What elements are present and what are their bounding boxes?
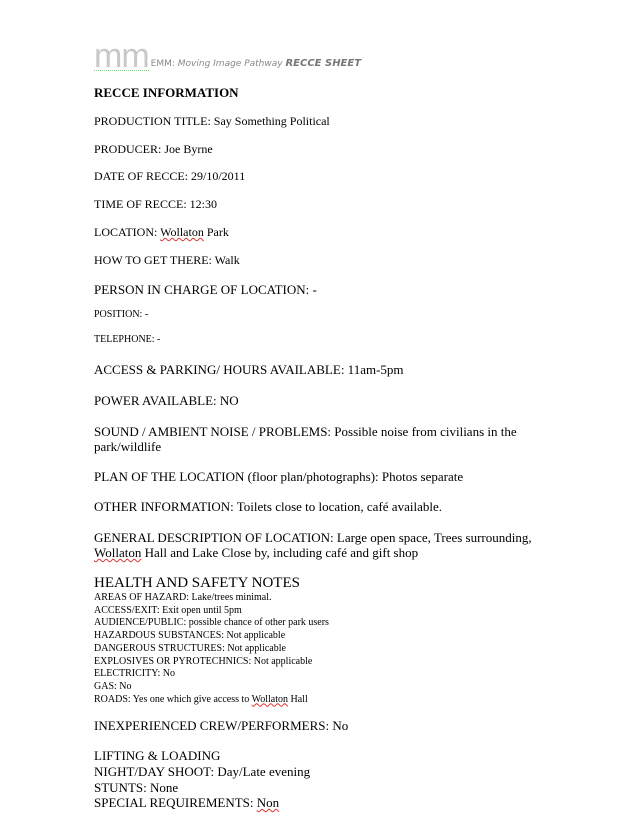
hs-item: ELECTRICITY: No bbox=[94, 668, 176, 680]
hs-item: ACCESS/EXIT: Exit open until 5pm bbox=[94, 604, 242, 616]
general-description-1: GENERAL DESCRIPTION OF LOCATION: Large open space, Trees surrounding, bbox=[94, 530, 532, 545]
hs-item: AREAS OF HAZARD: Lake/trees minimal. bbox=[94, 592, 272, 603]
header-title: RECCE SHEET bbox=[285, 58, 362, 69]
telephone: TELEPHONE: - bbox=[94, 334, 161, 345]
sound-line-1: SOUND / AMBIENT NOISE / PROBLEMS: Possible noise from civilians in the bbox=[94, 424, 517, 439]
health-safety-section bbox=[94, 575, 329, 706]
person-in-charge: PERSON IN CHARGE OF LOCATION: - bbox=[94, 282, 317, 297]
hs-item: EXPLOSIVES OR PYROTECHNICS: Not applicable bbox=[94, 655, 313, 667]
stunts: STUNTS: None bbox=[94, 780, 179, 795]
special-requirements: SPECIAL REQUIREMENTS: Non bbox=[94, 795, 280, 810]
location: LOCATION: Wollaton Park bbox=[94, 225, 229, 239]
logo: mm bbox=[94, 37, 149, 75]
lifting-loading: LIFTING & LOADING bbox=[94, 748, 221, 763]
how-to-get-there: HOW TO GET THERE: Walk bbox=[94, 253, 240, 267]
time-of-recce: TIME OF RECCE: 12:30 bbox=[94, 197, 218, 211]
access-parking: ACCESS & PARKING/ HOURS AVAILABLE: 11am-5pm bbox=[94, 362, 404, 377]
power-available: POWER AVAILABLE: NO bbox=[94, 393, 239, 408]
plan-of-location: PLAN OF THE LOCATION (floor plan/photographs): Photos separate bbox=[94, 469, 464, 484]
header-org: EMM: bbox=[150, 59, 175, 69]
date-of-recce: DATE OF RECCE: 29/10/2011 bbox=[94, 169, 246, 183]
position: POSITION: - bbox=[94, 309, 149, 320]
header-subtitle: Moving Image Pathway bbox=[177, 59, 283, 69]
hs-item: DANGEROUS STRUCTURES: Not applicable bbox=[94, 642, 286, 654]
producer: PRODUCER: Joe Byrne bbox=[94, 142, 213, 156]
hs-item-roads: ROADS: Yes one which give access to Wollaton Hall bbox=[94, 693, 308, 705]
night-day-shoot: NIGHT/DAY SHOOT: Day/Late evening bbox=[94, 764, 311, 779]
general-description-2: Wollaton Hall and Lake Close by, including café and gift shop bbox=[94, 545, 419, 560]
inexperienced-crew: INEXPERIENCED CREW/PERFORMERS: No bbox=[94, 718, 349, 733]
hs-item: HAZARDOUS SUBSTANCES: Not applicable bbox=[94, 630, 286, 642]
section-title: RECCE INFORMATION bbox=[94, 85, 239, 100]
other-information: OTHER INFORMATION: Toilets close to location, café available. bbox=[94, 499, 442, 514]
production-title: PRODUCTION TITLE: Say Something Political bbox=[94, 114, 330, 128]
document-header bbox=[94, 37, 362, 75]
health-safety-title: HEALTH AND SAFETY NOTES bbox=[94, 575, 300, 591]
hs-item: AUDIENCE/PUBLIC: possible chance of other park users bbox=[94, 617, 329, 629]
sound-line-2: park/wildlife bbox=[94, 439, 162, 454]
hs-item: GAS: No bbox=[94, 680, 132, 692]
